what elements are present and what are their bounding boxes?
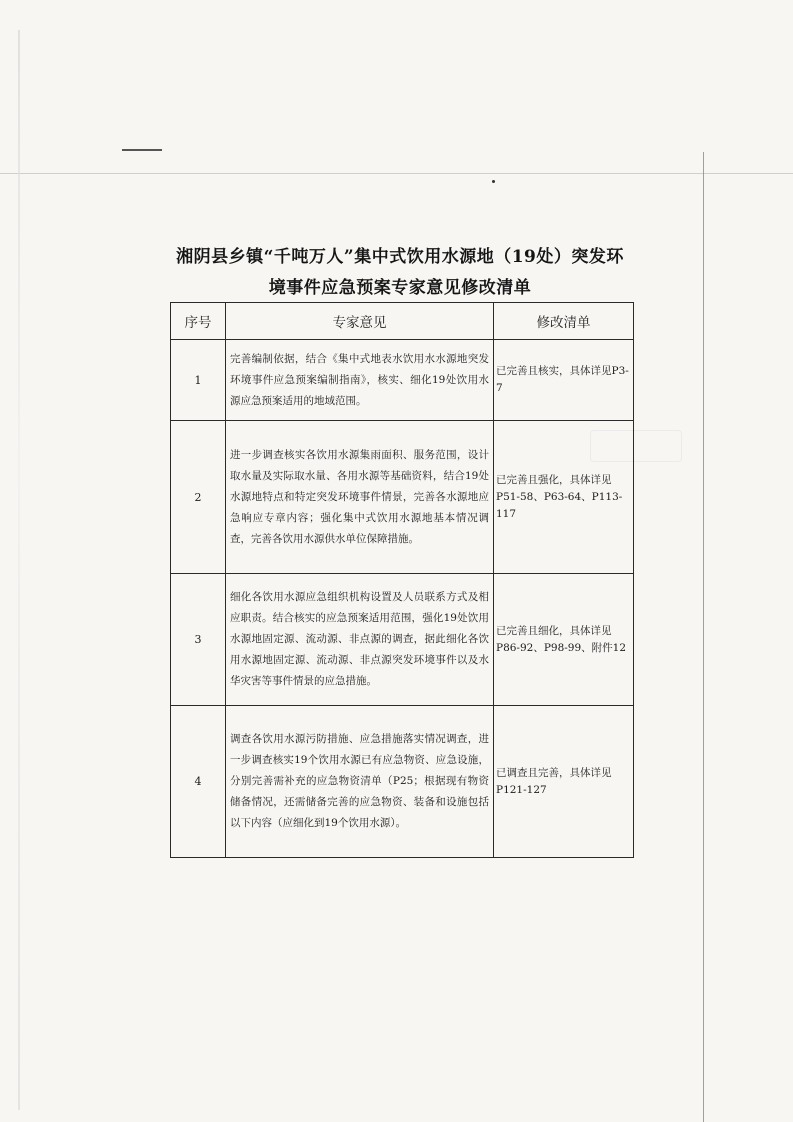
table-row [171,421,634,574]
row-changes: 已完善且细化，具体详见P86-92、P98-99、附件12 [494,574,634,706]
table-row [171,706,634,858]
row-no: 4 [171,706,226,858]
row-no: 3 [171,574,226,706]
table-row [171,340,634,421]
header-changes: 修改清单 [494,303,634,340]
scan-artifact-mark [122,149,162,151]
scan-artifact-line [0,173,793,174]
row-no: 2 [171,421,226,574]
scan-artifact-edge-left [18,30,20,1110]
row-opinion: 调查各饮用水源污防措施、应急措施落实情况调查，进一步调查核实19个饮用水源已有应急物资、应急设施，分别完善需补充的应急物资清单（P25；根据现有物资储备情况，还需储备完善的应急物资、装备和设施包括以下内容（应细化到19个饮用水源）。 [226,706,494,858]
header-no: 序号 [171,303,226,340]
row-changes: 已调查且完善，具体详见P121-127 [494,706,634,858]
header-opinion: 专家意见 [226,303,494,340]
row-no: 1 [171,340,226,421]
row-changes: 已完善且强化，具体详见P51-58、P63-64、P113-117 [494,421,634,574]
expert-opinion-table [170,302,634,858]
scan-artifact-edge-right [703,152,704,1122]
scan-artifact-dot [492,180,495,183]
table-header-row [171,303,634,340]
row-changes: 已完善且核实，具体详见P3-7 [494,340,634,421]
document-title-line-1: 湘阴县乡镇“千吨万人”集中式饮用水源地（19处）突发环 [176,247,624,267]
row-opinion: 完善编制依据，结合《集中式地表水饮用水水源地突发环境事件应急预案编制指南》，核实、细化19处饮用水源应急预案适用的地域范围。 [226,340,494,421]
row-opinion: 细化各饮用水源应急组织机构设置及人员联系方式及相应职责。结合核实的应急预案适用范围，强化19处饮用水源地固定源、流动源、非点源的调查，据此细化各饮用水源地固定源、流动源、非点源突发环境事件以及水华灾害等事件情景的应急措施。 [226,574,494,706]
row-opinion: 进一步调查核实各饮用水源集雨面积、服务范围，设计取水量及实际取水量、各用水源等基础资料，结合19处水源地特点和特定突发环境事件情景，完善各水源地应急响应专章内容；强化集中式饮用水源地基本情况调查，完善各饮用水源供水单位保障措施。 [226,421,494,574]
document-title-line-2: 境事件应急预案专家意见修改清单 [268,278,532,298]
table-row [171,574,634,706]
